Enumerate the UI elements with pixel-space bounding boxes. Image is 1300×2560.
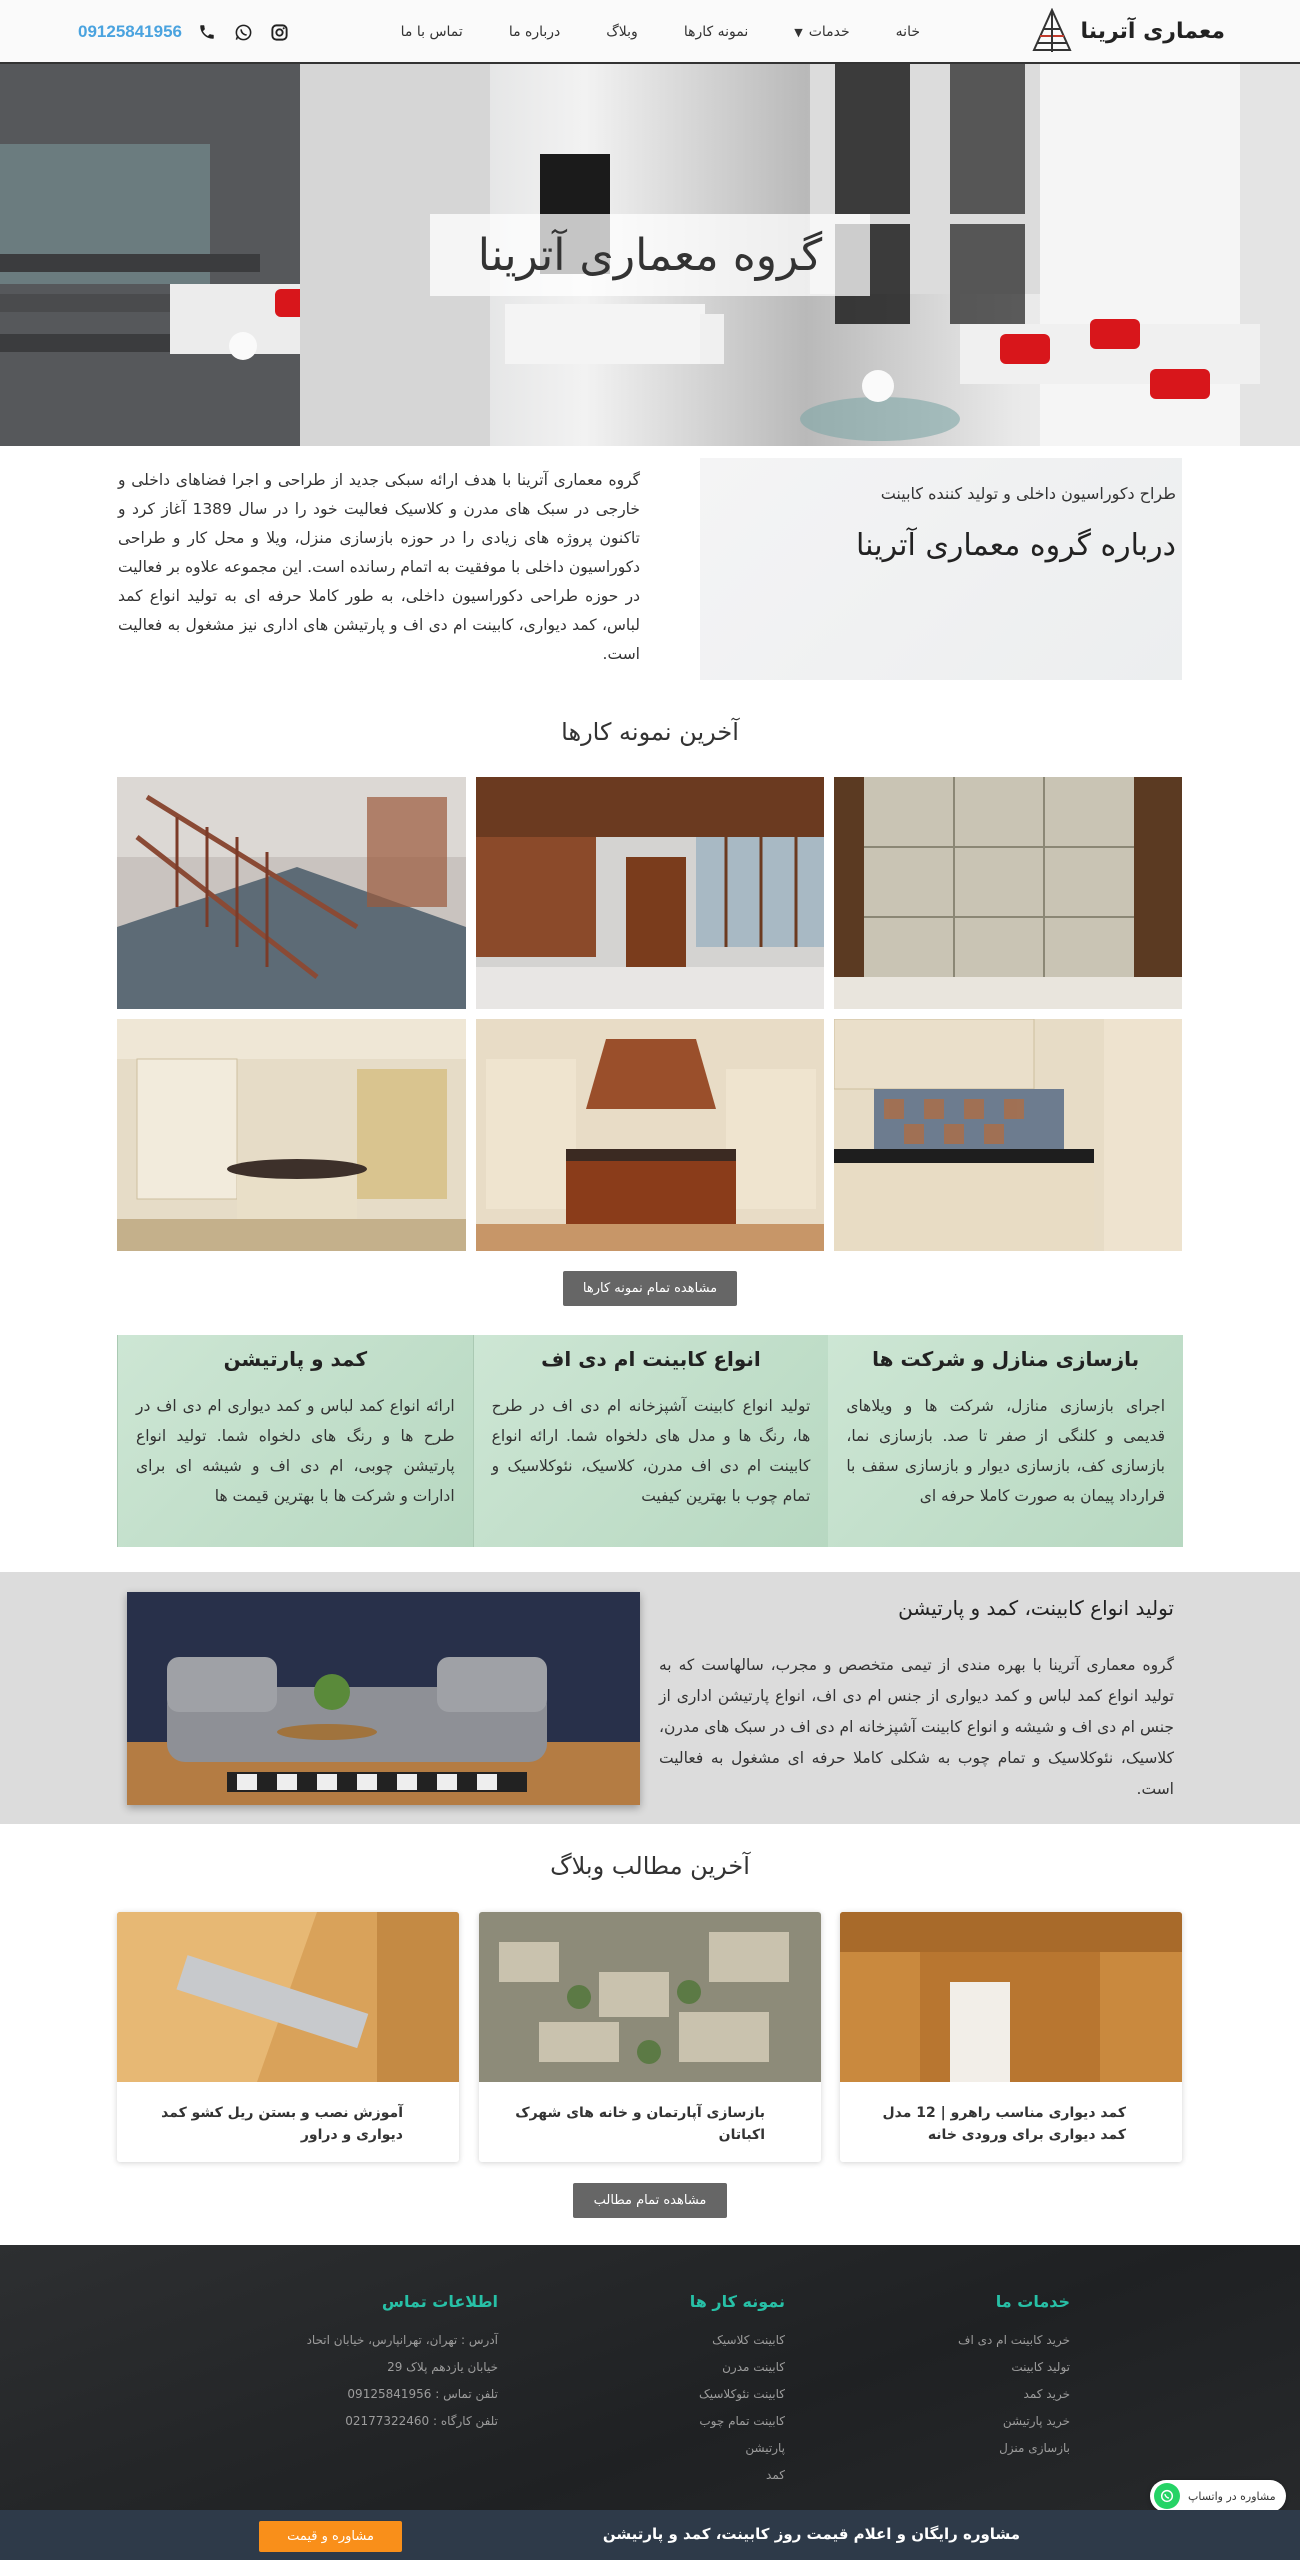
header-phone-link[interactable]: 09125841956 — [78, 22, 183, 41]
nav-blog[interactable]: وبلاگ — [606, 24, 638, 40]
footer-link[interactable]: خرید کمد — [1023, 2387, 1070, 2401]
work-tile-entrance[interactable] — [476, 777, 824, 1009]
service-title: بازسازی منازل و شرکت ها — [872, 1347, 1140, 1371]
produce-title: تولید انواع کابینت، کمد و پارتیشن — [898, 1596, 1174, 1620]
hero-title: گروه معماری آترینا — [430, 214, 870, 296]
about-subtitle: طراح دکوراسیون داخلی و تولید کننده کابینت — [880, 484, 1176, 503]
whatsapp-float-button[interactable] — [1150, 2480, 1286, 2512]
whatsapp-icon — [1154, 2483, 1180, 2509]
footer-contact — [238, 2288, 498, 2435]
nav-services[interactable]: خدمات ▼ — [794, 24, 850, 40]
work-image — [834, 1019, 1182, 1251]
blog-card-title: آموزش نصب و بستن ریل کشو کمد دیواری و دراور — [161, 2105, 403, 2143]
site-header — [0, 0, 1300, 64]
footer-link[interactable]: خرید کابینت ام دی اف — [958, 2333, 1070, 2347]
work-image — [117, 777, 466, 1009]
footer-link[interactable]: کابینت تمام چوب — [699, 2414, 785, 2428]
blog-card[interactable] — [840, 1912, 1182, 2162]
works-section-title: آخرین نمونه کارها — [561, 718, 739, 746]
footer-works — [585, 2288, 785, 2489]
work-tile-cream-kitchen[interactable] — [834, 1019, 1182, 1251]
service-card — [117, 1335, 473, 1547]
blog-card-title: بازسازی آپارتمان و خانه های شهرک اکباتان — [515, 2105, 765, 2143]
service-card — [473, 1335, 829, 1547]
footer-link[interactable]: تولید کابینت — [1011, 2360, 1070, 2374]
logo-text: معماری آترینا — [1080, 18, 1225, 44]
sofa-photo — [127, 1592, 640, 1805]
consult-bar-text: مشاوره رایگان و اعلام قیمت روز کابینت، کمد و پارتیشن — [602, 2525, 1020, 2543]
footer-workshop-phone: تلفن کارگاه : 02177322460 — [345, 2414, 498, 2428]
view-all-works-button[interactable]: مشاهده تمام نمونه کارها — [563, 1271, 737, 1306]
view-all-posts-button[interactable]: مشاهده تمام مطالب — [573, 2183, 727, 2218]
footer-services-title: خدمات ما — [995, 2292, 1070, 2311]
header-contact — [78, 0, 290, 64]
service-text: اجرای بازسازی منازل، شرکت ها و ویلاهای قدیمی و کلنگی از صفر تا صد. بازسازی نما، بازسازی کف، بازسازی دیوار و بازسازی سقف با قرارداد پیمان به صورت کاملا حرفه ای — [846, 1397, 1165, 1505]
footer-link[interactable]: پارتیشن — [745, 2441, 785, 2455]
service-text: ارائه انواع کمد لباس و کمد دیواری ام دی اف در طرح ها و رنگ های دلخواه شما. تولید انواع پارتیشن چوبی، ام دی اف و شیشه ای برای ادارات و شرکت ها با بهترین قیمت ها — [135, 1397, 455, 1505]
produce-text: گروه معماری آترینا با بهره مندی از تیمی متخصص و مجرب، سالهاست که به تولید انواع کمد لباس و کمد دیواری از جنس ام دی اف، انواع پارتیشن اداری از جنس ام دی اف و شیشه و انواع کابینت آشپزخانه ام دی اف در سبک های مدرن، کلاسیک، نئوکلاسیک و تمام چوب به شکلی کاملا حرفه ای مشغول به فعالیت است. — [659, 1656, 1174, 1798]
work-tile-stairs[interactable] — [117, 777, 466, 1009]
about-title: درباره گروه معماری آترینا — [856, 528, 1176, 563]
blog-card-image — [117, 1912, 459, 2082]
work-image — [476, 1019, 824, 1251]
blog-card-title: کمد دیواری مناسب راهرو | 12 مدل کمد دیواری برای ورودی خانه — [882, 2105, 1126, 2143]
site-logo[interactable] — [1030, 8, 1225, 54]
footer-link[interactable]: کابینت مدرن — [722, 2360, 785, 2374]
footer-contact-title: اطلاعات تماس — [381, 2292, 498, 2311]
logo-icon — [1030, 8, 1074, 54]
blog-card-image — [840, 1912, 1182, 2082]
phone-icon[interactable] — [196, 21, 218, 43]
footer-works-title: نمونه کار ها — [689, 2292, 785, 2311]
instagram-icon[interactable] — [268, 21, 290, 43]
service-card — [828, 1335, 1183, 1547]
footer-link[interactable]: بازسازی منزل — [999, 2441, 1070, 2455]
services-row — [117, 1335, 1183, 1547]
footer-phone: تلفن تماس : 09125841956 — [347, 2387, 498, 2401]
whatsapp-label: مشاوره در واتساپ — [1188, 2489, 1276, 2503]
service-title: انواع کابینت ام دی اف — [541, 1347, 761, 1371]
work-image — [834, 777, 1182, 1009]
service-text: تولید انواع کابینت آشپزخانه ام دی اف در طرح ها، رنگ ها و مدل های دلخواه شما. ارائه انواع کابینت ام دی اف مدرن، کلاسیک، نئوکلاسیک و تمام چوب با بهترین کیفیت — [491, 1397, 811, 1505]
whatsapp-icon[interactable] — [232, 21, 254, 43]
consult-button[interactable]: مشاوره و قیمت — [259, 2521, 402, 2552]
about-text: گروه معماری آترینا با هدف ارائه سبکی جدید از طراحی و اجرا فضاهای داخلی و خارجی در سبک های مدرن و کلاسیک فعالیت خود را در سال 1389 آغاز کرد و تاکنون پروژه های زیادی را در حوزه بازسازی منزل، ویلا و محل کار و طراحی دکوراسیون داخلی با موفقیت به اتمام رسانده است. این مجموعه علاوه بر فعالیت در حوزه طراحی دکوراسیون داخلی، به طور کاملا حرفه ای به تولید انواع کمد لباس، کمد دیواری، کابینت ام دی اف و پارتیشن های اداری نیز مشغول به فعالیت است. — [118, 471, 640, 663]
work-tile-wood-kitchen[interactable] — [476, 1019, 824, 1251]
hero-banner — [0, 64, 1300, 446]
blog-card[interactable] — [479, 1912, 821, 2162]
footer-link[interactable]: کابینت کلاسیک — [712, 2333, 785, 2347]
nav-portfolio[interactable]: نمونه کارها — [683, 24, 749, 40]
work-tile-classic-kitchen[interactable] — [117, 1019, 466, 1251]
work-image — [476, 777, 824, 1009]
service-title: کمد و پارتیشن — [223, 1347, 368, 1371]
caret-down-icon: ▼ — [794, 25, 803, 39]
main-nav — [401, 0, 920, 64]
work-tile-wardrobe[interactable] — [834, 777, 1182, 1009]
nav-contact[interactable]: تماس با ما — [400, 24, 463, 40]
footer-address: آدرس : تهران، تهرانپارس، خیابان اتحاد — [306, 2333, 498, 2347]
footer-address: خیابان یازدهم پلاک 29 — [387, 2360, 498, 2374]
footer-link[interactable]: کابینت نئوکلاسیک — [699, 2387, 785, 2401]
sofa-image — [127, 1592, 640, 1805]
blog-card-image — [479, 1912, 821, 2082]
footer-link[interactable]: خرید پارتیشن — [1002, 2414, 1070, 2428]
nav-home[interactable]: خانه — [895, 24, 920, 40]
blog-card[interactable] — [117, 1912, 459, 2162]
blog-section-title: آخرین مطالب وبلاگ — [550, 1852, 750, 1880]
footer-services — [850, 2288, 1070, 2462]
work-image — [117, 1019, 466, 1251]
nav-about[interactable]: درباره ما — [508, 24, 561, 40]
footer-link[interactable]: کمد — [766, 2468, 785, 2482]
